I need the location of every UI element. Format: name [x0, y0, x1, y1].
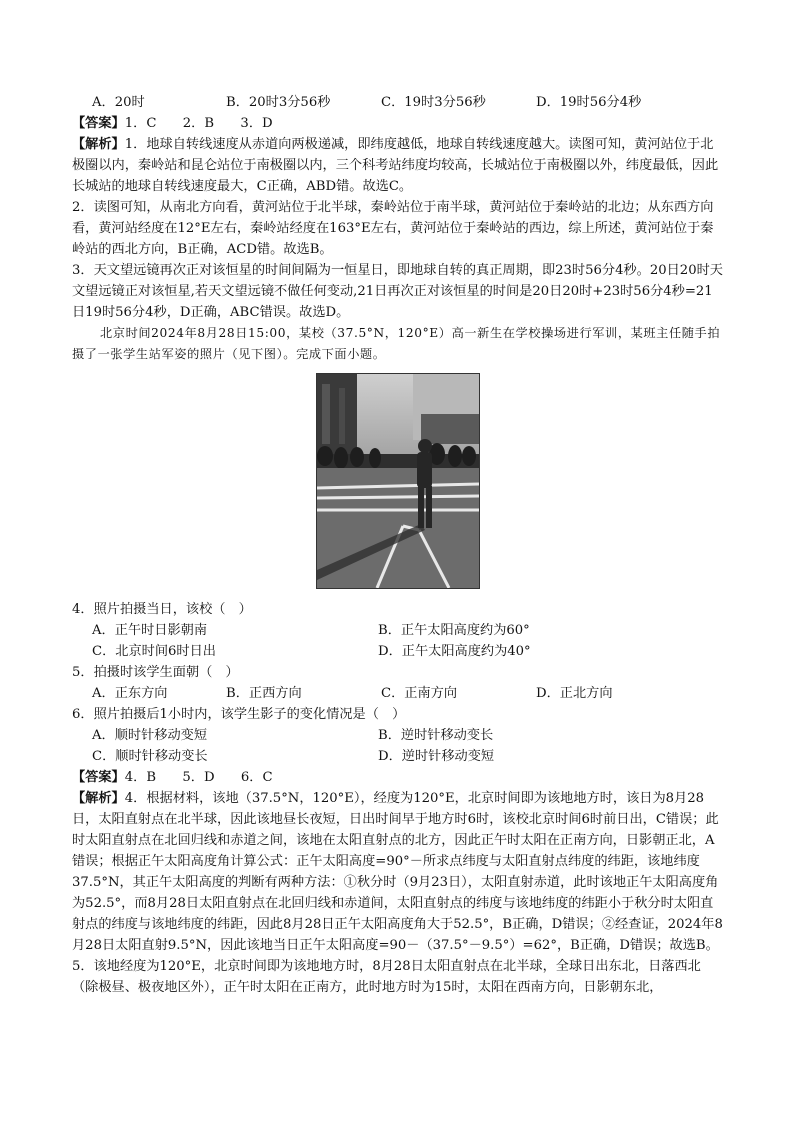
option: B．正午太阳高度约为60°: [378, 623, 530, 638]
option: A．20时: [92, 95, 145, 110]
q5-options: [72, 683, 724, 704]
analysis-2-para-2: [72, 956, 724, 998]
answer-1: [72, 113, 724, 134]
answer-label: 【答案】: [72, 770, 125, 785]
analysis-1-para-3: [72, 260, 724, 323]
analysis-text: 3．天文望远镜再次正对该恒星的时间间隔为一恒星日，即地球自转的真正周期，即23时56分4秒。20日20时天文望远镜正对该恒星,若天文望远镜不做任何变动,21日再次正对该恒星的时间是20日20时+23时56分4秒=21日19时56分4秒，D正确，ABC错误。故选D。: [72, 263, 723, 320]
q4-options-row-2: [72, 641, 724, 662]
option: A．正午时日影朝南: [92, 623, 208, 638]
photo-container: [72, 373, 724, 589]
option: D．正午太阳高度约为40°: [378, 644, 531, 659]
option: B．逆时针移动变长: [378, 728, 494, 743]
student-photo: [316, 373, 480, 589]
analysis-1-para-2: [72, 197, 724, 260]
q3-options: [72, 92, 724, 113]
option: D．19时56分4秒: [536, 95, 642, 110]
option: C．北京时间6时日出: [92, 644, 216, 659]
option: C．正南方向: [381, 686, 458, 701]
analysis-label: 【解析】: [72, 791, 125, 806]
analysis-text: 4．根据材料，该地（37.5°N，120°E），经度为120°E，北京时间即为该地地方时，该日为8月28日，太阳直射点在北半球，因此该地昼长夜短，日出时间早于地方时6时，该校北京时间6时前日出，C错误；此时太阳直射点在北回归线和赤道之间，该地在太阳直射点的北方，因此正午时太阳在正南方向，日影朝正北，A错误；根据正午太阳高度角计算公式：正午太阳高度=90°－所求点纬度与太阳直射点纬度的纬距，该地纬度37.5°N，其正午太阳高度的判断有两种方法：①秋分时（9月23日），太阳直射赤道，此时该地正午太阳高度角为52.5°，而8月28日太阳直射点在北回归线和赤道间，太阳直射点的纬度与该地纬度的纬距小于秋分时太阳直射点的纬度与该地纬度的纬距，因此8月28日正午太阳高度角大于52.5°，B正确，D错误；②经查证，2024年8月28日太阳直射9.5°N，因此该地当日正午太阳高度=90－（37.5°－9.5°）=62°，B正确，D错误；故选B。: [72, 791, 723, 953]
option: A．顺时针移动变短: [92, 728, 208, 743]
answer-label: 【答案】: [72, 116, 125, 131]
q5-stem: 5．拍摄时该学生面朝（ ）: [72, 665, 239, 680]
analysis-text: 2．读图可知，从南北方向看，黄河站位于北半球，秦岭站位于南半球，黄河站位于秦岭站的北边；从东西方向看，黄河站经度在12°E左右，秦岭站经度在163°E左右，黄河站位于秦岭站的西边，综上所述，黄河站位于秦岭站的西北方向，B正确，ACD错。故选B。: [72, 200, 714, 257]
q6-stem: 6．照片拍摄后1小时内，该学生影子的变化情况是（ ）: [72, 707, 406, 722]
analysis-text: 1．地球自转线速度从赤道向两极递减，即纬度越低，地球自转线速度越大。读图可知，黄河站位于北极圈以内，秦岭站和昆仑站位于南极圈以内，三个科考站纬度均较高，长城站位于南极圈以外，纬度最低，因此长城站的地球自转线速度最大，C正确，ABD错。故选C。: [72, 137, 719, 194]
document-page: [72, 92, 724, 998]
answer-text: 1．C 2．B 3．D: [124, 116, 273, 131]
q4-stem: 4．照片拍摄当日，该校（ ）: [72, 602, 252, 617]
photo-icon: [317, 374, 479, 588]
q6-options-row-2: [72, 746, 724, 767]
material-intro: 北京时间2024年8月28日15:00，某校（37.5°N，120°E）高一新生在学校操场进行军训，某班主任随手拍摄了一张学生站军姿的照片（见下图）。完成下面小题。: [72, 326, 721, 361]
answer-2: [72, 767, 724, 788]
option: A．正东方向: [92, 686, 168, 701]
analysis-2-para-1: [72, 788, 724, 956]
analysis-label: 【解析】: [72, 137, 125, 152]
answer-text: 4．B 5．D 6．C: [124, 770, 273, 785]
analysis-1-para-1: [72, 134, 724, 197]
option: B．正西方向: [226, 686, 302, 701]
analysis-text: 5．该地经度为120°E，北京时间即为该地地方时，8月28日太阳直射点在北半球，全球日出东北，日落西北（除极昼、极夜地区外），正午时太阳在正南方，此时地方时为15时，太阳在西南方向，日影朝东北，: [72, 959, 701, 995]
q6-options-row-1: [72, 725, 724, 746]
q4-options-row-1: [72, 620, 724, 641]
option: D．逆时针移动变短: [378, 749, 495, 764]
option: C．顺时针移动变长: [92, 749, 208, 764]
option: D．正北方向: [536, 686, 613, 701]
option: C．19时3分56秒: [381, 95, 486, 110]
option: B．20时3分56秒: [226, 95, 331, 110]
